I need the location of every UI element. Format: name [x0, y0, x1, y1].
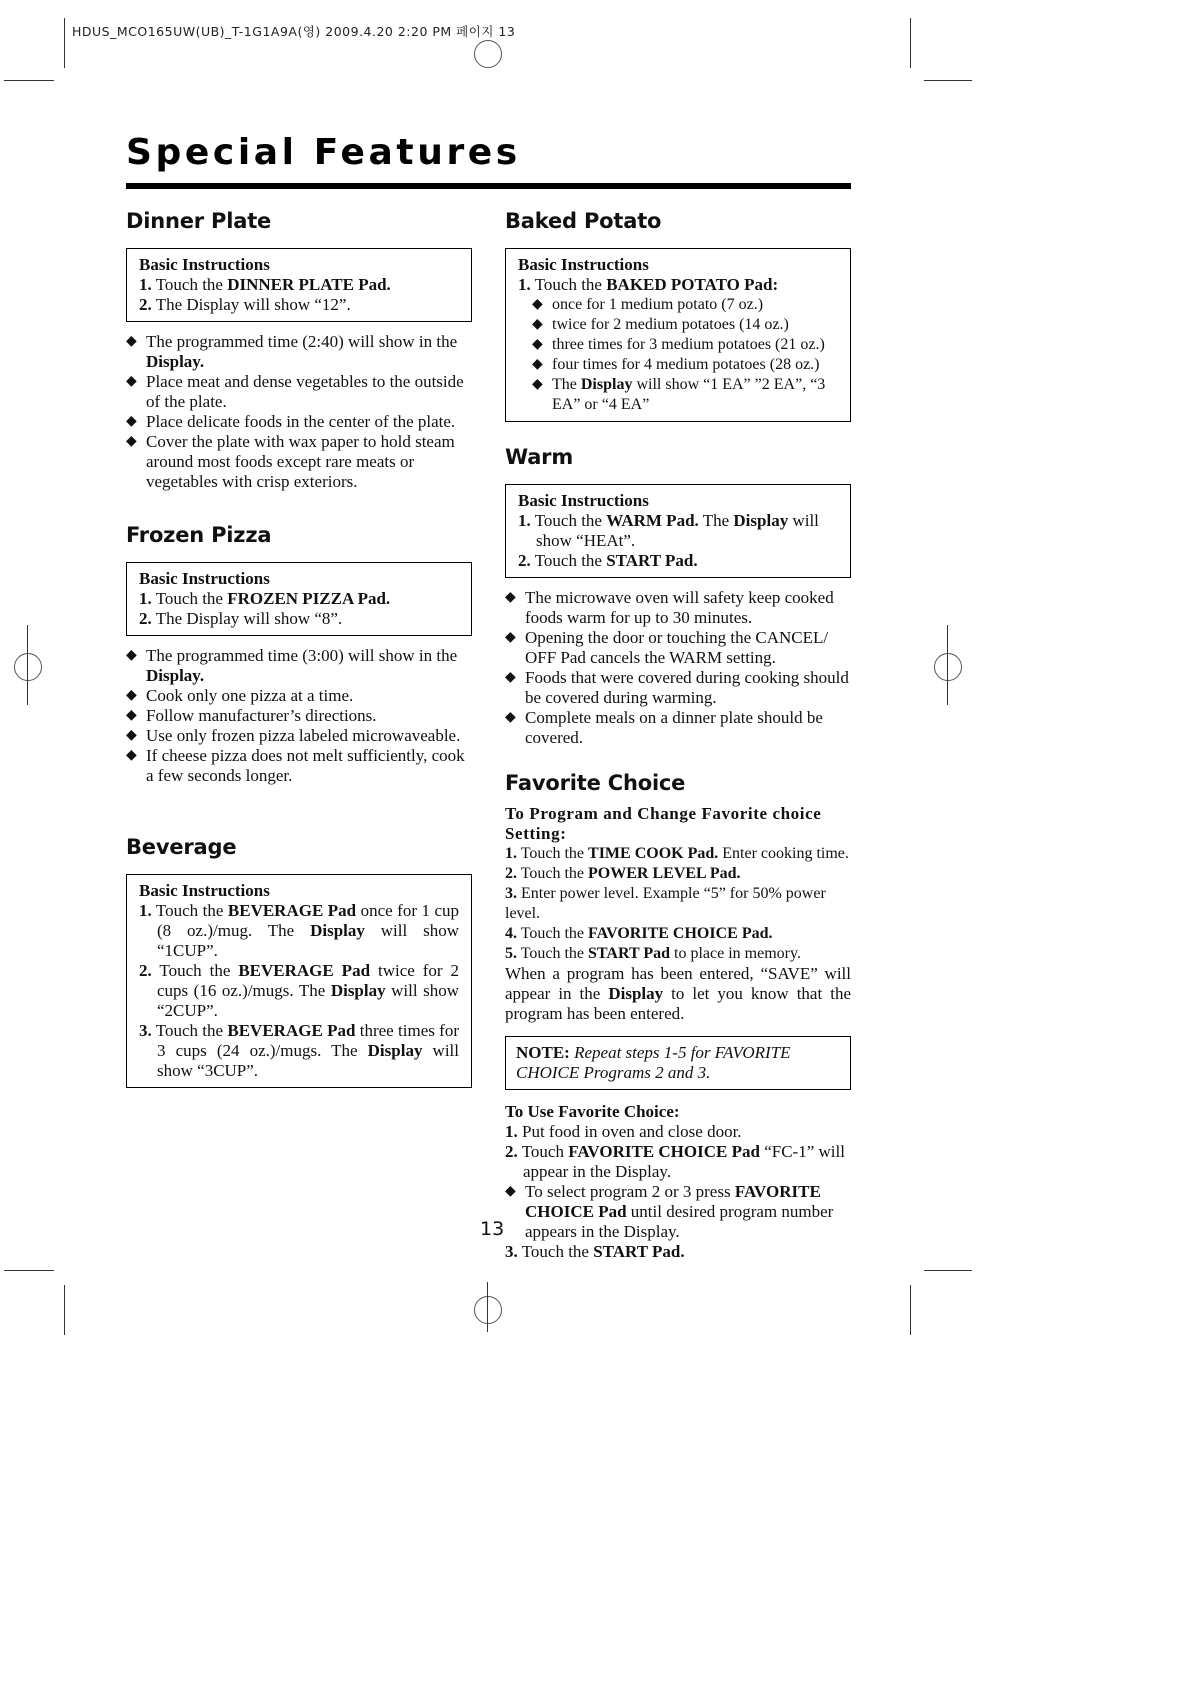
- step-item: 3. Enter power level. Example “5” for 50% power level.: [505, 885, 826, 922]
- use-heading: To Use Favorite Choice:: [505, 1102, 680, 1121]
- crop-mark: [910, 1285, 911, 1335]
- page-number: 13: [480, 1218, 505, 1240]
- crop-mark: [4, 1270, 54, 1271]
- dinner-plate-instructions-box: [126, 248, 472, 322]
- crop-mark: [4, 80, 54, 81]
- beverage-heading: Beverage: [126, 835, 237, 859]
- bullet-item: ◆ Foods that were covered during cooking should be covered during warming.: [505, 668, 851, 708]
- step-item: 2. Touch the POWER LEVEL Pad.: [505, 865, 741, 882]
- box-title: Basic Instructions: [139, 881, 270, 900]
- bullet-item: ◆ Use only frozen pizza labeled microwaveable.: [126, 726, 472, 746]
- bullet-item: ◆ The programmed time (2:40) will show in the Display.: [126, 332, 472, 372]
- bullet-item: ◆ The programmed time (3:00) will show in the Display.: [126, 646, 472, 686]
- crop-mark: [924, 80, 972, 81]
- frozen-pizza-section: [126, 522, 472, 786]
- bullet-item: ◆ once for 1 medium potato (7 oz.): [532, 295, 838, 315]
- dinner-plate-heading: Dinner Plate: [126, 209, 272, 233]
- step-item: 1. Touch the BAKED POTATO Pad:: [518, 275, 779, 294]
- box-title: Basic Instructions: [518, 255, 649, 274]
- crop-mark: [910, 18, 911, 68]
- note-text: Repeat steps 1-5 for FAVORITE CHOICE Programs 2 and 3.: [516, 1043, 791, 1082]
- program-heading: To Program and Change Favorite choice Setting:: [505, 804, 822, 843]
- crop-mark: [64, 18, 65, 68]
- warm-instructions-box: [505, 484, 851, 578]
- note-label: NOTE:: [516, 1043, 570, 1062]
- favorite-choice-heading: Favorite Choice: [505, 771, 686, 795]
- step-item: 5. Touch the START Pad to place in memory.: [505, 945, 801, 962]
- crop-mark: [27, 625, 28, 705]
- bullet-item: ◆ Opening the door or touching the CANCEL/ OFF Pad cancels the WARM setting.: [505, 628, 851, 668]
- bullet-item: ◆ three times for 3 medium potatoes (21 oz.): [532, 335, 838, 355]
- bullet-item: ◆ Follow manufacturer’s directions.: [126, 706, 472, 726]
- crop-mark: [487, 1282, 488, 1332]
- crop-mark: [924, 1270, 972, 1271]
- beverage-instructions-box: [126, 874, 472, 1088]
- bullet-item: ◆ four times for 4 medium potatoes (28 oz.): [532, 355, 838, 375]
- step-item: 1. Touch the DINNER PLATE Pad.: [139, 275, 391, 294]
- bullet-item: ◆ The Display will show “1 EA” ”2 EA”, “3 EA” or “4 EA”: [532, 375, 838, 415]
- step-item: 4. Touch the FAVORITE CHOICE Pad.: [505, 925, 773, 942]
- bullet-item: ◆ twice for 2 medium potatoes (14 oz.): [532, 315, 838, 335]
- warm-heading: Warm: [505, 445, 574, 469]
- registration-mark-icon: [14, 653, 42, 681]
- step-item: 3. Touch the START Pad.: [505, 1242, 685, 1261]
- registration-mark-icon: [934, 653, 962, 681]
- baked-potato-instructions-box: [505, 248, 851, 422]
- step-item: 1. Touch the WARM Pad. The Display will show “HEAt”.: [518, 511, 819, 550]
- step-item: 1. Touch the FROZEN PIZZA Pad.: [139, 589, 391, 608]
- crop-mark: [64, 1285, 65, 1335]
- title-rule: [126, 183, 851, 189]
- registration-mark-icon: [474, 40, 502, 68]
- bullet-item: ◆ Place meat and dense vegetables to the outside of the plate.: [126, 372, 472, 412]
- bullet-item: ◆ If cheese pizza does not melt sufficiently, cook a few seconds longer.: [126, 746, 472, 786]
- step-item: 2. Touch the START Pad.: [518, 551, 698, 570]
- frozen-pizza-heading: Frozen Pizza: [126, 523, 272, 547]
- program-paragraph: When a program has been entered, “SAVE” will appear in the Display to let you know that the program has been entered.: [505, 964, 851, 1023]
- step-item: 1. Put food in oven and close door.: [505, 1122, 742, 1141]
- step-item: 2. Touch FAVORITE CHOICE Pad “FC-1” will appear in the Display.: [505, 1142, 845, 1181]
- baked-potato-section: [505, 208, 851, 422]
- step-item: 3. Touch the BEVERAGE Pad three times for 3 cups (24 oz.)/mugs. The Display will show “3CUP”.: [139, 1021, 459, 1080]
- bullet-item: ◆ The microwave oven will safety keep cooked foods warm for up to 30 minutes.: [505, 588, 851, 628]
- note-box: [505, 1036, 851, 1090]
- step-item: 2. Touch the BEVERAGE Pad twice for 2 cups (16 oz.)/mugs. The Display will show “2CUP”.: [139, 961, 460, 1020]
- file-header: HDUS_MCO165UW(UB)_T-1G1A9A(영) 2009.4.20 2:20 PM 페이지 13: [72, 24, 516, 39]
- step-item: 1. Touch the TIME COOK Pad. Enter cooking time.: [505, 845, 849, 862]
- right-column: [505, 208, 851, 1284]
- left-column: [126, 208, 472, 1110]
- bullet-item: ◆ Complete meals on a dinner plate should be covered.: [505, 708, 851, 748]
- box-title: Basic Instructions: [139, 255, 270, 274]
- beverage-section: [126, 834, 472, 1088]
- step-item: 1. Touch the BEVERAGE Pad once for 1 cup (8 oz.)/mug. The Display will show “1CUP”.: [139, 901, 459, 960]
- warm-section: [505, 444, 851, 748]
- baked-potato-heading: Baked Potato: [505, 209, 662, 233]
- bullet-item: ◆ To select program 2 or 3 press FAVORITE CHOICE Pad until desired program number appears in the Display.: [505, 1182, 851, 1242]
- registration-mark-icon: [474, 1296, 502, 1324]
- bullet-item: ◆ Cook only one pizza at a time.: [126, 686, 472, 706]
- step-item: 2. The Display will show “8”.: [139, 609, 343, 628]
- bullet-item: ◆ Cover the plate with wax paper to hold steam around most foods except rare meats or vegetables with crisp exteriors.: [126, 432, 472, 492]
- page-title: Special Features: [126, 132, 521, 173]
- bullet-item: ◆ Place delicate foods in the center of the plate.: [126, 412, 472, 432]
- step-item: 2. The Display will show “12”.: [139, 295, 351, 314]
- dinner-plate-section: [126, 208, 472, 492]
- crop-mark: [947, 625, 948, 705]
- favorite-choice-section: [505, 770, 851, 1262]
- box-title: Basic Instructions: [139, 569, 270, 588]
- box-title: Basic Instructions: [518, 491, 649, 510]
- frozen-pizza-instructions-box: [126, 562, 472, 636]
